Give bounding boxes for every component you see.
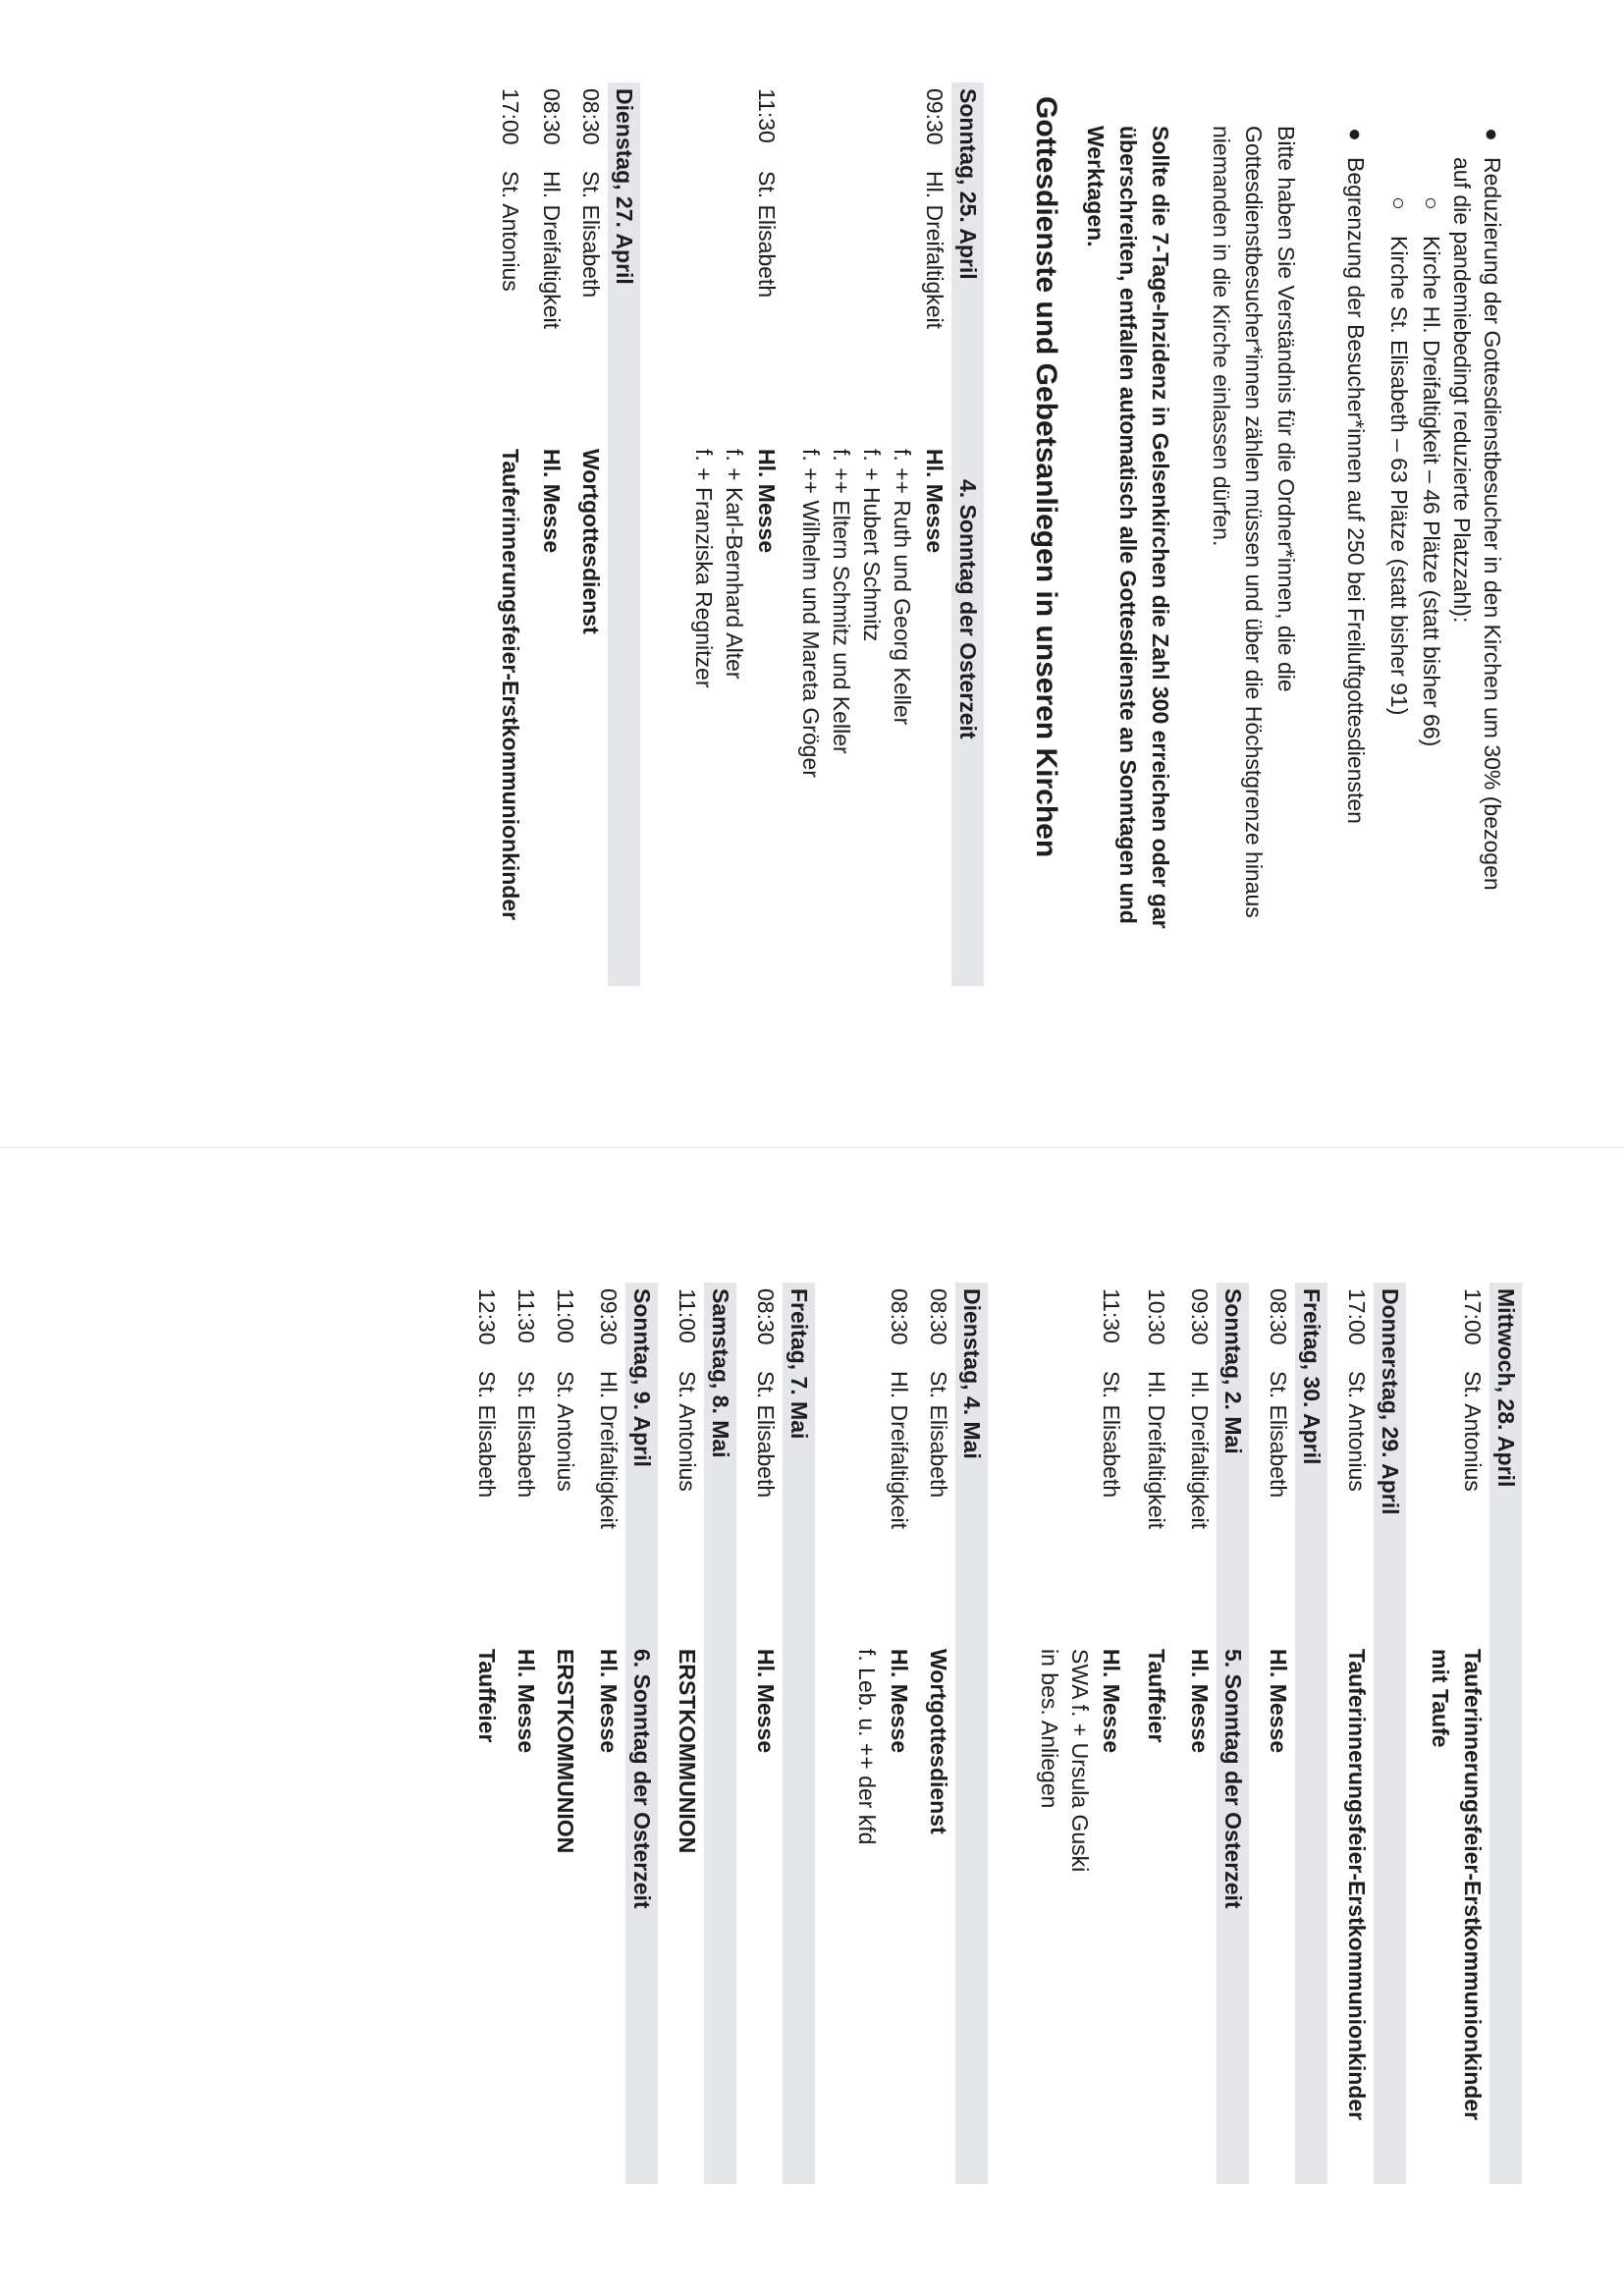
bullet1-sub2: Kirche St. Elisabeth – 63 Plätze (statt bisher 91): [1386, 236, 1412, 716]
date-header: [608, 82, 640, 986]
service-row: [918, 82, 950, 986]
date-label: Freitag, 7. Mai: [786, 1288, 812, 1440]
fold-line: [0, 1147, 1624, 1148]
service-place: Hl. Dreifaltigkeit: [539, 171, 565, 330]
service-time: 11:30: [754, 88, 780, 143]
service-place: St. Elisabeth: [514, 1371, 539, 1499]
service-row: [549, 1283, 581, 2184]
service-place: Hl. Dreifaltigkeit: [1144, 1371, 1169, 1530]
service-time: 08:30: [887, 1288, 912, 1345]
service-row: [750, 82, 783, 986]
bullet-dot: ●: [1480, 128, 1505, 141]
service-type: ERSTKOMMUNION: [553, 1649, 578, 1854]
intention: f. ++ Ruth und Georg Keller: [890, 449, 915, 726]
date-label: Mittwoch, 28. April: [1493, 1288, 1519, 1488]
date-label: Freitag, 30. April: [1299, 1288, 1325, 1465]
service-row: [494, 82, 526, 986]
service-row: [1095, 1283, 1127, 2184]
service-time: 10:30: [1144, 1288, 1169, 1345]
occasion-label: 4. Sonntag der Osterzeit: [955, 479, 981, 739]
para1-line2: Gottesdienstbesucher*innen zählen müssen und über die Höchstgrenze hinaus: [1241, 126, 1267, 918]
service-type: Hl. Messe: [753, 1649, 779, 1754]
service-type: Hl. Messe: [1187, 1649, 1213, 1754]
intention: f. Leb. u. ++ der kfd: [854, 1649, 880, 1845]
service-time: 08:30: [753, 1288, 779, 1345]
service-time: 12:30: [474, 1288, 500, 1345]
intention: f. + Karl-Bernhard Alter: [722, 449, 747, 680]
service-time: 08:30: [539, 88, 565, 145]
service-place: Hl. Dreifaltigkeit: [596, 1371, 622, 1530]
service-type: Hl. Messe: [754, 449, 780, 554]
service-place: St. Elisabeth: [578, 171, 604, 299]
date-label: Sonntag, 9. April: [629, 1288, 655, 1467]
service-place: St. Elisabeth: [1266, 1371, 1291, 1499]
service-type: Wortgottesdienst: [926, 1649, 951, 1834]
intention: f. + Franziska Regnitzer: [691, 449, 717, 688]
service-type: Hl. Messe: [1266, 1649, 1291, 1754]
date-header: [783, 1283, 815, 2184]
date-header: [1374, 1283, 1406, 2184]
bullet-dot: ●: [1343, 128, 1369, 141]
service-row: [592, 1283, 624, 2184]
date-label: Sonntag, 25. April: [955, 88, 981, 280]
occasion-label: 5. Sonntag der Osterzeit: [1220, 1649, 1246, 1909]
service-row: [749, 1283, 782, 2184]
service-place: Hl. Dreifaltigkeit: [1187, 1371, 1213, 1530]
service-type: Hl. Messe: [922, 449, 947, 554]
service-place: St. Elisabeth: [926, 1371, 951, 1499]
date-label: Dienstag, 4. Mai: [959, 1288, 985, 1459]
service-place: St. Elisabeth: [753, 1371, 779, 1499]
service-type: Tauffeier: [1144, 1649, 1169, 1743]
bullet2: Begrenzung der Besucher*innen auf 250 bei Freiluftgottesdiensten: [1343, 157, 1369, 824]
service-place: St. Elisabeth: [754, 171, 780, 299]
date-header: [955, 1283, 988, 2184]
para1-line3: niemanden in die Kirche einlassen dürfen.: [1209, 126, 1234, 547]
service-row: [1183, 1283, 1216, 2184]
date-header: [704, 1283, 736, 2184]
service-row: [922, 1283, 954, 2184]
service-row: [535, 82, 568, 986]
date-header: [625, 1283, 658, 2184]
service-time: 17:00: [1344, 1288, 1370, 1345]
date-header: [1489, 1283, 1522, 2184]
service-place: St. Elisabeth: [1099, 1371, 1124, 1499]
date-header: [1217, 1283, 1249, 2184]
para2-line3: Werktagen.: [1083, 126, 1109, 247]
service-type: Hl. Messe: [887, 1649, 912, 1754]
service-time: 09:30: [1187, 1288, 1213, 1345]
date-label: Donnerstag, 29. April: [1378, 1288, 1403, 1515]
service-type-continued: mit Taufe: [1428, 1649, 1453, 1748]
service-row: [1262, 1283, 1294, 2184]
service-type: Tauffeier: [474, 1649, 500, 1743]
bullet1-line1: Reduzierung der Gottesdienstbesucher in den Kirchen um 30% (bezogen: [1480, 157, 1505, 891]
service-time: 09:30: [922, 88, 947, 145]
service-time: 11:30: [514, 1288, 539, 1343]
intention: f. ++ Eltern Schmitz und Keller: [829, 449, 854, 754]
service-row: [671, 1283, 703, 2184]
date-label: Sonntag, 2. Mai: [1220, 1288, 1246, 1454]
service-row: [883, 1283, 915, 2184]
date-label: Dienstag, 27. April: [612, 88, 637, 285]
para2-line2: überschreiten, entfallen automatisch alle Gottesdienste an Sonntagen und: [1115, 126, 1141, 924]
service-type: Tauferinnerungsfeier-Erstkommunionkinder: [1344, 1649, 1370, 2121]
intention: f. ++ Wilhelm und Mareta Gröger: [798, 449, 824, 778]
service-place: St. Antonius: [1344, 1371, 1370, 1492]
service-place: St. Antonius: [1460, 1371, 1486, 1492]
date-header: [951, 82, 984, 986]
service-time: 17:00: [498, 88, 523, 145]
service-type: Hl. Messe: [1099, 1649, 1124, 1754]
service-time: 17:00: [1460, 1288, 1486, 1345]
date-header: [1295, 1283, 1327, 2184]
bullet1-sub1: Kirche Hl. Dreifaltigkeit – 46 Plätze (statt bisher 66): [1419, 236, 1444, 747]
service-time: 09:30: [596, 1288, 622, 1345]
page-title: Gottesdienste und Gebetsanliegen in unseren Kirchen: [1030, 96, 1062, 858]
occasion-label: 6. Sonntag der Osterzeit: [629, 1649, 655, 1909]
service-row: [1456, 1283, 1489, 2184]
intention: in bes. Anliegen: [1037, 1649, 1062, 1809]
service-type: ERSTKOMMUNION: [675, 1649, 700, 1854]
service-place: Hl. Dreifaltigkeit: [922, 171, 947, 330]
notice-paragraph: [1205, 126, 1302, 970]
service-time: 08:30: [1266, 1288, 1291, 1345]
service-time: 08:30: [926, 1288, 951, 1345]
intention: SWA f. + Ursula Guski: [1067, 1649, 1093, 1873]
service-place: Hl. Dreifaltigkeit: [887, 1371, 912, 1530]
service-row: [574, 82, 607, 986]
service-type: Tauferinnerungsfeier-Erstkommunionkinder: [1460, 1649, 1486, 2121]
service-time: 11:30: [1099, 1288, 1124, 1343]
incidence-paragraph: [1079, 126, 1176, 970]
service-place: St. Elisabeth: [474, 1371, 500, 1499]
service-place: St. Antonius: [498, 171, 523, 292]
service-row: [1340, 1283, 1373, 2184]
service-row: [1140, 1283, 1172, 2184]
ring-bullet: ○: [1419, 196, 1444, 210]
para2-line1: Sollte die 7-Tage-Inzidenz in Gelsenkirchen die Zahl 300 erreichen oder gar: [1148, 126, 1173, 929]
service-time: 08:30: [578, 88, 604, 145]
service-type: Hl. Messe: [539, 449, 565, 554]
service-time: 11:00: [675, 1288, 700, 1343]
service-time: 11:00: [553, 1288, 578, 1343]
service-type: Hl. Messe: [514, 1649, 539, 1754]
service-row: [470, 1283, 503, 2184]
service-row: [510, 1283, 542, 2184]
intention: f. + Hubert Schmitz: [859, 449, 885, 642]
service-place: St. Antonius: [675, 1371, 700, 1492]
service-type: Wortgottesdienst: [578, 449, 604, 634]
service-place: St. Antonius: [553, 1371, 578, 1492]
service-type: Tauferinnerungsfeier-Erstkommunionkinder: [498, 449, 523, 921]
date-label: Samstag, 8. Mai: [708, 1288, 733, 1458]
bullet1-line2: auf die pandemiebedingt reduzierte Platzzahl):: [1449, 157, 1475, 624]
service-type: Hl. Messe: [596, 1649, 622, 1754]
para1-line1: Bitte haben Sie Verständnis für die Ordner*innen, die die: [1273, 126, 1299, 692]
ring-bullet: ○: [1386, 196, 1412, 210]
